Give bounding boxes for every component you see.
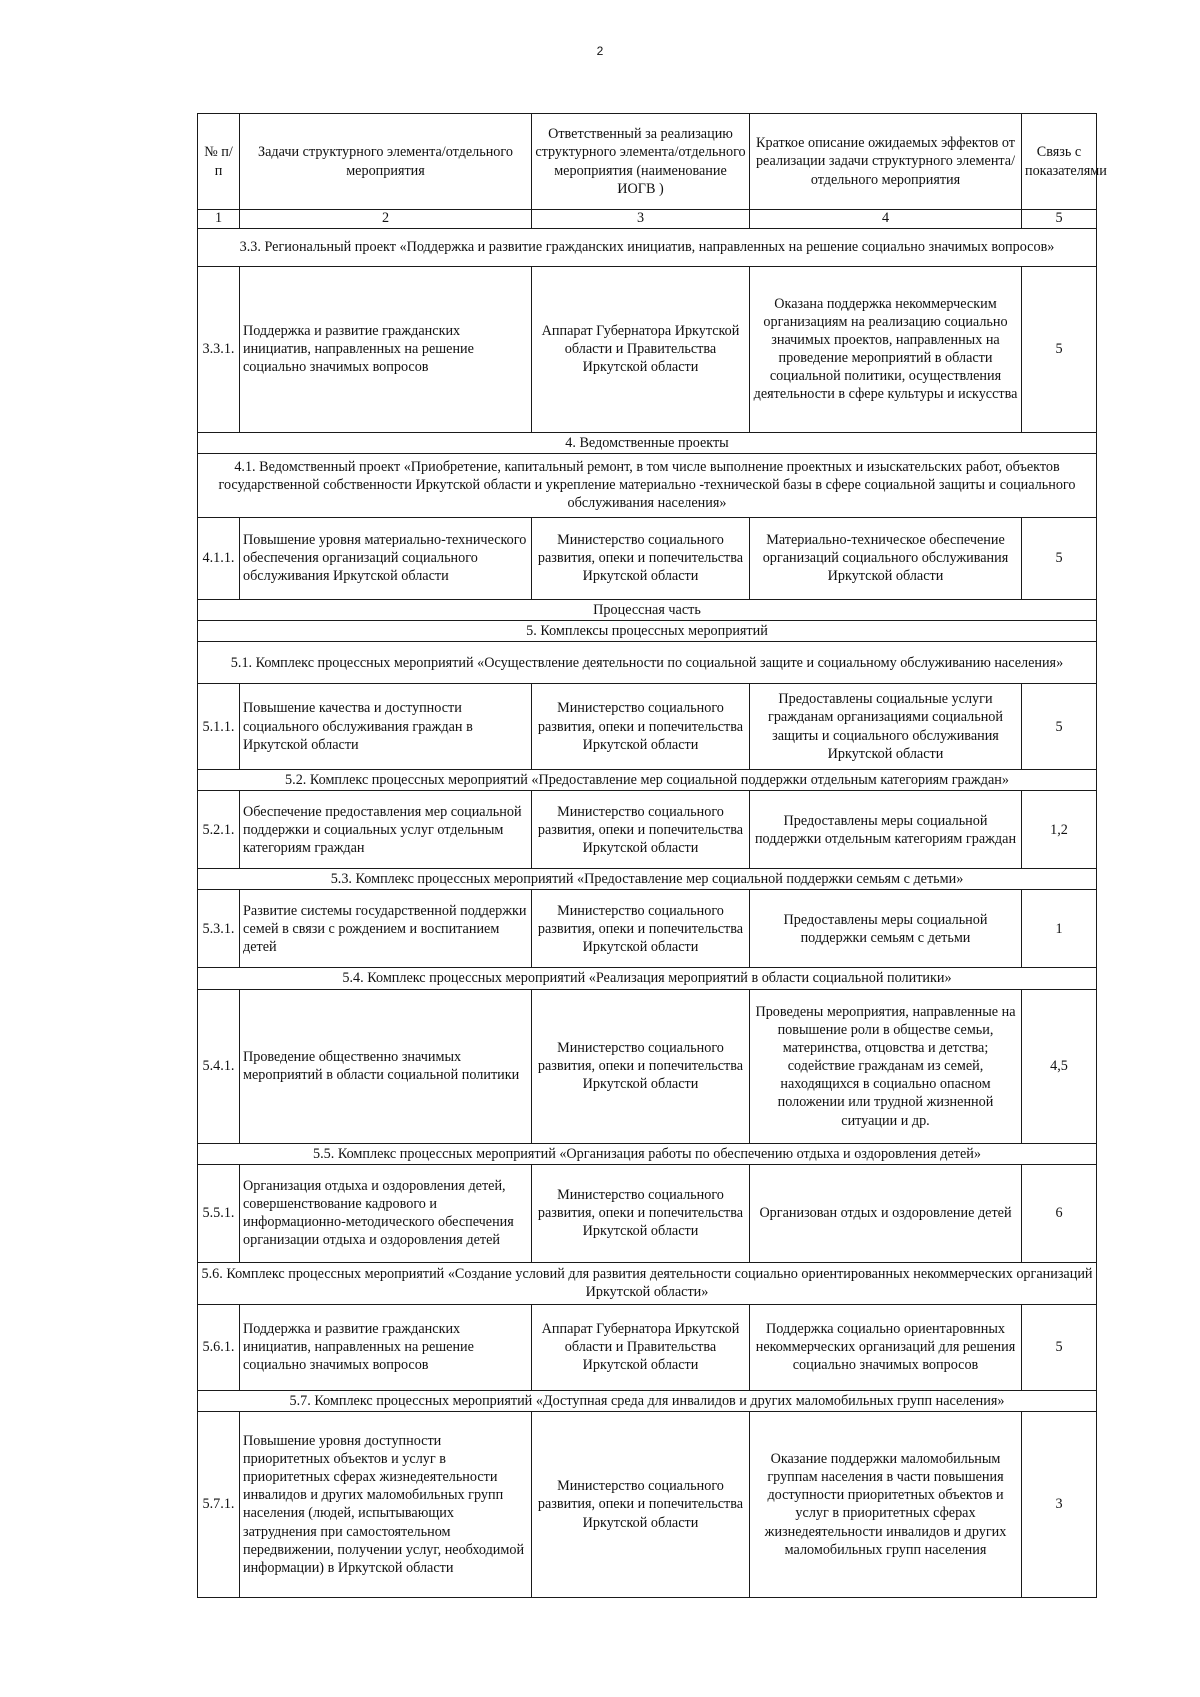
row-description: Проведены мероприятия, направленные на повышение роли в обществе семьи, материнства, отцовства и детства; содействие гражданам из семей, находящихся в социально опасном положении или трудной жизненной ситуации и др. bbox=[750, 989, 1022, 1143]
row-task: Поддержка и развитие гражданских инициатив, направленных на решение социально значимых вопросов bbox=[240, 1304, 532, 1390]
page-number: 2 bbox=[596, 44, 604, 58]
table-row bbox=[198, 1164, 1097, 1262]
row-task: Проведение общественно значимых мероприятий в области социальной политики bbox=[240, 989, 532, 1143]
row-indicator-link: 3 bbox=[1022, 1411, 1097, 1597]
section-row bbox=[198, 968, 1097, 989]
section-title: 4.1. Ведомственный проект «Приобретение, капитальный ремонт, в том числе выполнение проектных и изыскательских работ, объектов государственной собственности Иркутской области и укрепление материально -технической базы в сфере социальной защиты и социального обслуживания населения» bbox=[198, 453, 1097, 517]
table-row bbox=[198, 266, 1097, 432]
table-row bbox=[198, 1304, 1097, 1390]
header-responsible: Ответственный за реализацию структурного элемента/отдельного мероприятия (наименование ИОГВ ) bbox=[532, 114, 750, 210]
row-number: 5.6.1. bbox=[198, 1304, 240, 1390]
section-row bbox=[198, 1262, 1097, 1304]
section-title: 4. Ведомственные проекты bbox=[198, 432, 1097, 453]
row-description: Предоставлены меры социальной поддержки семьям с детьми bbox=[750, 890, 1022, 968]
row-indicator-link: 5 bbox=[1022, 684, 1097, 770]
column-number-row bbox=[198, 210, 1097, 229]
section-row bbox=[198, 642, 1097, 684]
row-description: Оказана поддержка некоммерческим организациям на реализацию социально значимых проектов, направленных на проведение мероприятий в области социальной политики, осуществления деятельности в сфере культуры и искусства bbox=[750, 266, 1022, 432]
section-title: 5.1. Комплекс процессных мероприятий «Осуществление деятельности по социальной защите и социальному обслуживанию населения» bbox=[198, 642, 1097, 684]
row-responsible: Министерство социального развития, опеки и попечительства Иркутской области bbox=[532, 684, 750, 770]
row-number: 5.7.1. bbox=[198, 1411, 240, 1597]
row-responsible: Аппарат Губернатора Иркутской области и Правительства Иркутской области bbox=[532, 266, 750, 432]
row-indicator-link: 4,5 bbox=[1022, 989, 1097, 1143]
row-task: Повышение уровня материально-технического обеспечения организаций социального обслуживания Иркутской области bbox=[240, 517, 532, 599]
table-row bbox=[198, 684, 1097, 770]
row-task: Повышение качества и доступности социального обслуживания граждан в Иркутской области bbox=[240, 684, 532, 770]
row-number: 4.1.1. bbox=[198, 517, 240, 599]
row-responsible: Министерство социального развития, опеки и попечительства Иркутской области bbox=[532, 791, 750, 869]
table-row bbox=[198, 890, 1097, 968]
row-number: 5.2.1. bbox=[198, 791, 240, 869]
section-row bbox=[198, 1390, 1097, 1411]
section-title: 5.5. Комплекс процессных мероприятий «Организация работы по обеспечению отдыха и оздоровления детей» bbox=[198, 1143, 1097, 1164]
measures-table bbox=[197, 113, 1107, 1598]
table-row bbox=[198, 517, 1097, 599]
row-description: Оказание поддержки маломобильным группам населения в части повышения доступности приоритетных объектов и услуг в приоритетных сферах жизнедеятельности инвалидов и других маломобильных групп населения bbox=[750, 1411, 1022, 1597]
row-indicator-link: 5 bbox=[1022, 266, 1097, 432]
row-responsible: Министерство социального развития, опеки и попечительства Иркутской области bbox=[532, 1411, 750, 1597]
row-indicator-link: 1,2 bbox=[1022, 791, 1097, 869]
table-row bbox=[198, 989, 1097, 1143]
header-description: Краткое описание ожидаемых эффектов от реализации задачи структурного элемента/отдельного мероприятия bbox=[750, 114, 1022, 210]
section-row bbox=[198, 453, 1097, 517]
row-description: Предоставлены социальные услуги гражданам организациями социальной защиты и социального обслуживания Иркутской области bbox=[750, 684, 1022, 770]
column-number: 4 bbox=[750, 210, 1022, 229]
column-number: 5 bbox=[1022, 210, 1097, 229]
table-header-row bbox=[198, 114, 1097, 210]
row-number: 5.3.1. bbox=[198, 890, 240, 968]
section-row bbox=[198, 1143, 1097, 1164]
section-row bbox=[198, 770, 1097, 791]
column-number: 1 bbox=[198, 210, 240, 229]
row-indicator-link: 1 bbox=[1022, 890, 1097, 968]
table-row bbox=[198, 791, 1097, 869]
section-row bbox=[198, 432, 1097, 453]
row-description: Поддержка социально ориентаровнных некоммерческих организаций для решения социально значимых вопросов bbox=[750, 1304, 1022, 1390]
section-title: 3.3. Региональный проект «Поддержка и развитие гражданских инициатив, направленных на решение социально значимых вопросов» bbox=[198, 228, 1097, 266]
column-number: 2 bbox=[240, 210, 532, 229]
row-description: Организован отдых и оздоровление детей bbox=[750, 1164, 1022, 1262]
row-task: Повышение уровня доступности приоритетных объектов и услуг в приоритетных сферах жизнедеятельности инвалидов и других маломобильных групп населения (людей, испытывающих затруднения при самостоятельном передвижении, получении услуг, необходимой информации) в Иркутской области bbox=[240, 1411, 532, 1597]
section-title: 5.6. Комплекс процессных мероприятий «Создание условий для развития деятельности социально ориентированных некоммерческих организаций Иркутской области» bbox=[198, 1262, 1097, 1304]
section-row bbox=[198, 228, 1097, 266]
header-number: № п/п bbox=[198, 114, 240, 210]
row-responsible: Министерство социального развития, опеки и попечительства Иркутской области bbox=[532, 890, 750, 968]
row-responsible: Министерство социального развития, опеки и попечительства Иркутской области bbox=[532, 517, 750, 599]
row-responsible: Аппарат Губернатора Иркутской области и Правительства Иркутской области bbox=[532, 1304, 750, 1390]
table-row bbox=[198, 1411, 1097, 1597]
row-description: Предоставлены меры социальной поддержки отдельным категориям граждан bbox=[750, 791, 1022, 869]
row-task: Развитие системы государственной поддержки семей в связи с рождением и воспитанием детей bbox=[240, 890, 532, 968]
row-task: Обеспечение предоставления мер социальной поддержки и социальных услуг отдельным категориям граждан bbox=[240, 791, 532, 869]
row-number: 5.4.1. bbox=[198, 989, 240, 1143]
column-number: 3 bbox=[532, 210, 750, 229]
section-title: 5.7. Комплекс процессных мероприятий «Доступная среда для инвалидов и других маломобильных групп населения» bbox=[198, 1390, 1097, 1411]
row-number: 5.1.1. bbox=[198, 684, 240, 770]
section-row bbox=[198, 620, 1097, 641]
row-indicator-link: 5 bbox=[1022, 1304, 1097, 1390]
row-responsible: Министерство социального развития, опеки и попечительства Иркутской области bbox=[532, 1164, 750, 1262]
header-task: Задачи структурного элемента/отдельного мероприятия bbox=[240, 114, 532, 210]
header-indicator-link: Связь с показателями bbox=[1022, 114, 1097, 210]
row-number: 3.3.1. bbox=[198, 266, 240, 432]
section-row bbox=[198, 599, 1097, 620]
row-number: 5.5.1. bbox=[198, 1164, 240, 1262]
section-title: 5.2. Комплекс процессных мероприятий «Предоставление мер социальной поддержки отдельным категориям граждан» bbox=[198, 770, 1097, 791]
row-task: Поддержка и развитие гражданских инициатив, направленных на решение социально значимых вопросов bbox=[240, 266, 532, 432]
section-row bbox=[198, 869, 1097, 890]
section-title: 5. Комплексы процессных мероприятий bbox=[198, 620, 1097, 641]
row-description: Материально-техническое обеспечение организаций социального обслуживания Иркутской области bbox=[750, 517, 1022, 599]
section-title: 5.4. Комплекс процессных мероприятий «Реализация мероприятий в области социальной политики» bbox=[198, 968, 1097, 989]
section-title: Процессная часть bbox=[198, 599, 1097, 620]
section-title: 5.3. Комплекс процессных мероприятий «Предоставление мер социальной поддержки семьям с детьми» bbox=[198, 869, 1097, 890]
row-responsible: Министерство социального развития, опеки и попечительства Иркутской области bbox=[532, 989, 750, 1143]
row-indicator-link: 5 bbox=[1022, 517, 1097, 599]
row-indicator-link: 6 bbox=[1022, 1164, 1097, 1262]
row-task: Организация отдыха и оздоровления детей, совершенствование кадрового и информационно-методического обеспечения организации отдыха и оздоровления детей bbox=[240, 1164, 532, 1262]
